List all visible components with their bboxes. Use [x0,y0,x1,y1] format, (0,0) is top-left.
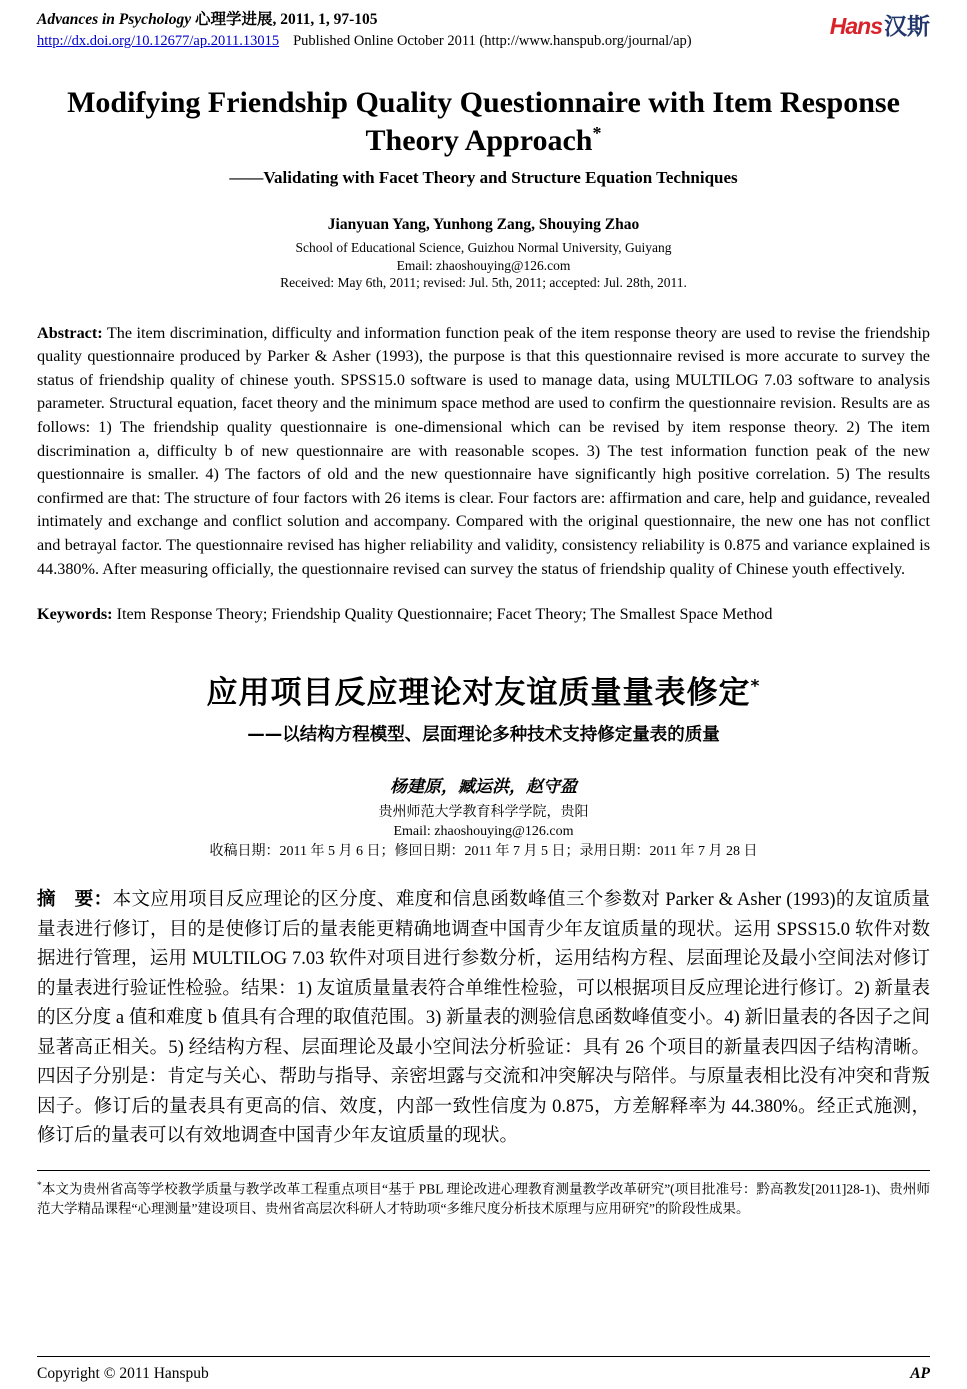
copyright-text: Copyright © 2011 Hanspub [37,1365,209,1382]
abstract-text-chinese: 本文应用项目反应理论的区分度、难度和信息函数峰值三个参数对 Parker & Asher (1993)的友谊质量量表进行修订，目的是使修订后的量表能更精确地调查中国青少年友谊质量的现状。运用 SPSS15.0 软件对数据进行管理，运用 MULTILOG 7.03 软件对项目进行参数分析，运用结构方程、层面理论及最小空间法对修订的量表进行验证性检验。结果：1) 友谊质量量表符合单维性检验，可以根据项目反应理论进行修订。2) 新量表的区分度 a 值和难度 b 值具有合理的取值范围。3) 新量表的测验信息函数峰值变小。4) 新旧量表的各因子之间显著高正相关。5) 经结构方程、层面理论及最小空间法分析验证：具有 26 个项目的新量表四因子结构清晰。四因子分别是：肯定与关心、帮助与指导、亲密坦露与交流和冲突解决与陪伴。与原量表相比没有冲突和背叛因子。修订后的量表具有更高的信、效度，内部一致性信度为 0.875，方差解释率为 44.380%。经正式施测，修订后的量表可以有效地调查中国青少年友谊质量的现状。 [37,890,930,1147]
doi-link[interactable]: http://dx.doi.org/10.12677/ap.2011.13015 [37,33,280,49]
article-title-chinese-text: 应用项目反应理论对友谊质量量表修定 [206,674,751,711]
funding-footnote [37,1170,930,1220]
title-footnote-asterisk: * [592,123,602,144]
title-footnote-asterisk-chinese: * [750,676,761,697]
footnote-asterisk: * [37,1180,42,1191]
journal-header [37,7,930,50]
page-footer [37,1356,930,1383]
abstract-label-chinese: 摘 要： [37,889,113,911]
email-english: Email: zhaoshouying@126.com [396,257,571,273]
article-subtitle-chinese: ——以结构方程模型、层面理论多种技术支持修定量表的质量 [247,724,720,745]
abstract-english [37,322,930,582]
article-title-english-text: Modifying Friendship Quality Questionnaire with Item Response Theory Approach [67,86,900,158]
hans-logo-hanzi: 汉斯 [884,13,930,39]
journal-name-english: Advances in Psychology [37,11,192,28]
journal-header-left [37,7,692,50]
author-names-english: Jianyuan Yang, Yunhong Zang, Shouying Zhao [327,216,640,234]
footnote-text: 本文为贵州省高等学校教学质量与教学改革工程重点项目“基于 PBL 理论改进心理教育测量教学改革研究”(项目批准号：黔高教发[2011]28-1)、贵州师范大学精品课程“心理测量”建设项目、贵州省高层次科研人才特助项“多维尺度分析技术原理与应用研究”的阶段性成果。 [37,1181,930,1217]
received-dates-english: Received: May 6th, 2011; revised: Jul. 5th, 2011; accepted: Jul. 28th, 2011. [280,275,687,291]
article-subtitle-english: ——Validating with Facet Theory and Structure Equation Techniques [229,168,738,188]
abstract-text-english: The item discrimination, difficulty and information function peak of the item response theory are used to revise the friendship quality questionnaire produced by Parker & Asher (1993), the purpose is that this questionnaire revised is more accurate to survey the status of friendship quality of chinese youth. SPSS15.0 software is used to manage data, using MULTILOG 7.03 software to analysis parameter. Structural equation, facet theory and the minimum space method are used to confirm the questionnaire revision. Results are as follows: 1) The friendship quality questionnaire is one-dimensional which can be revised by item response theory. 2) The item discrimination a, difficulty b of new questionnaire are with reasonable scopes. 3) The test information function peak of the new questionnaire is smaller. 4) The factors of old and the new questionnaire have significantly high positive correlation. 5) The results confirmed are that: The structure of four factors with 26 items is clear. Four factors are: affirmation and care, help and guidance, revealed intimately and exchange and conflict solution and accompany. Compared with the original questionnaire, the new one has not conflict and betrayal factor. The questionnaire revised has higher reliability and validity, consistency reliability is 0.875 and variance explained is 44.380%. After measuring officially, the questionnaire revised can survey the status of friendship quality of Chinese youth effectively. [37,323,930,578]
keywords-english [37,603,930,627]
author-names-chinese: 杨建原，臧运洪，赵守盈 [390,776,577,796]
journal-name-chinese-issue: 心理学进展, 2011, 1, 97-105 [191,11,378,28]
doi-line [37,33,692,50]
hans-logo-latin: Hans [829,13,882,39]
affiliation-chinese: 贵州师范大学教育科学学院，贵阳 [378,804,589,820]
journal-title-line [37,7,692,29]
keywords-text-english: Item Response Theory; Friendship Quality Questionnaire; Facet Theory; The Smallest Space Method [112,605,773,624]
article-title-chinese [37,667,930,712]
received-dates-chinese: 收稿日期：2011 年 5 月 6 日；修回日期：2011 年 7 月 5 日；录用日期：2011 年 7 月 28 日 [209,843,758,859]
published-online-text: Published Online October 2011 (http://www.hanspub.org/journal/ap) [293,33,692,49]
authors-block-chinese [37,772,930,862]
abstract-label-english: Abstract: [37,323,103,342]
email-chinese: Email: zhaoshouying@126.com [393,824,574,840]
affiliation-english: School of Educational Science, Guizhou Normal University, Guiyang [295,240,672,256]
article-title-english [37,84,930,160]
journal-abbreviation: AP [910,1365,930,1382]
keywords-label-english: Keywords: [37,605,113,624]
authors-block-english [37,216,930,292]
abstract-chinese [37,885,930,1152]
hans-publisher-logo [830,8,930,41]
